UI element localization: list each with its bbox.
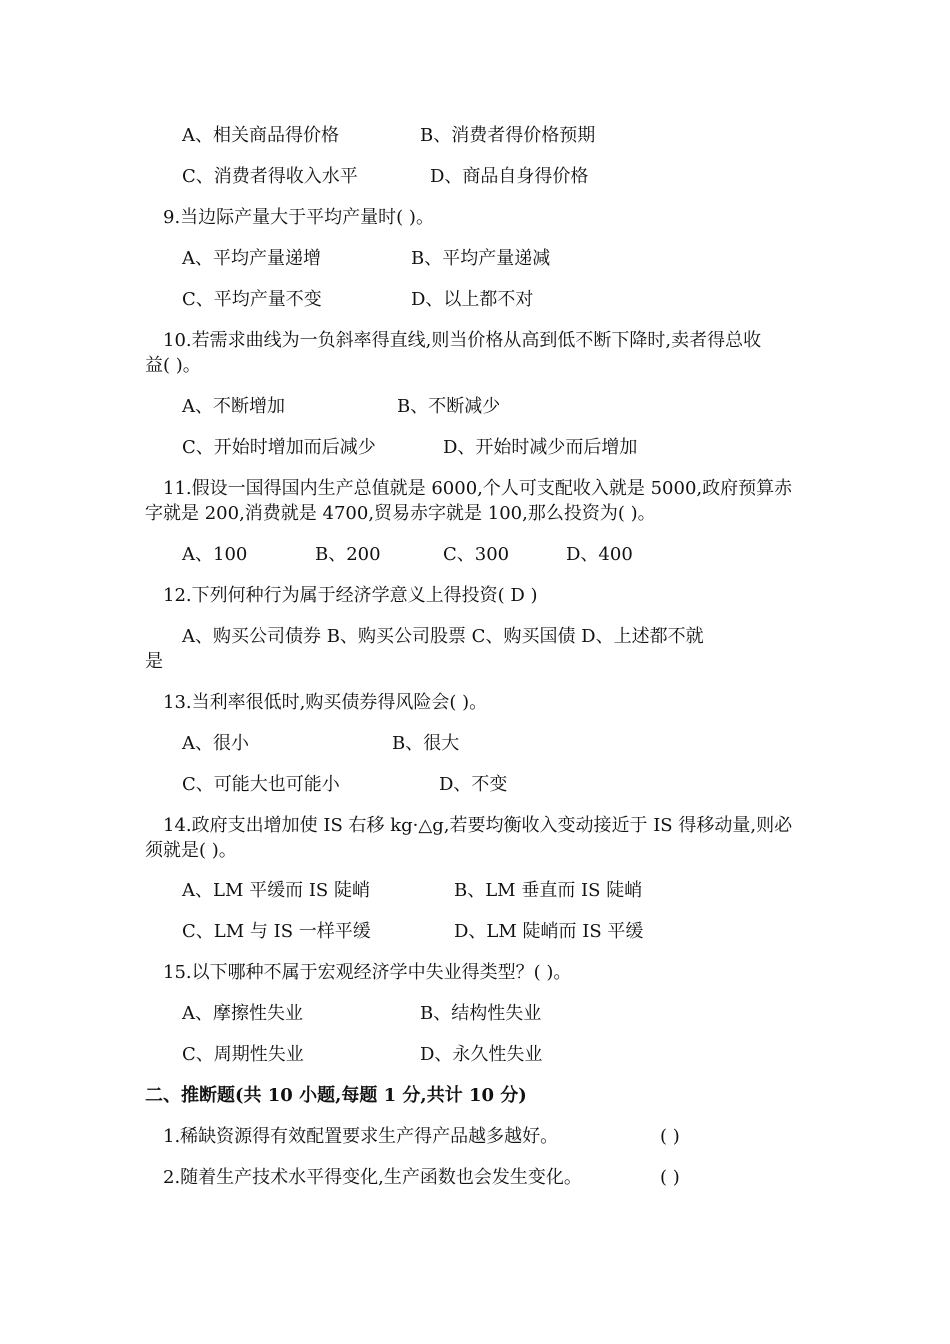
tf-item-1-blank: ( )	[660, 1126, 680, 1147]
q11-option-d: D、400	[566, 544, 633, 565]
q14-stem-line2: 须就是( )。	[145, 840, 237, 861]
q13-option-a: A、很小	[182, 733, 249, 754]
q9-option-d: D、以上都不对	[411, 289, 534, 310]
q12-options-line2: 是	[145, 651, 163, 672]
q14-option-b: B、LM 垂直而 IS 陡峭	[454, 880, 643, 901]
q11-stem-line1: 11.假设一国得国内生产总值就是 6000,个人可支配收入就是 5000,政府预算赤	[163, 478, 793, 499]
section2-heading: 二、推断题(共 10 小题,每题 1 分,共计 10 分)	[145, 1085, 527, 1106]
q10-option-c: C、开始时增加而后减少	[182, 437, 376, 458]
q11-option-c: C、300	[443, 544, 510, 565]
q12-options-line1: A、购买公司债券 B、购买公司股票 C、购买国债 D、上述都不就	[182, 626, 704, 647]
q10-option-d: D、开始时减少而后增加	[443, 437, 638, 458]
q15-option-b: B、结构性失业	[420, 1003, 542, 1024]
q11-option-a: A、100	[182, 544, 248, 565]
q14-stem-line1: 14.政府支出增加使 IS 右移 kg·△g,若要均衡收入变动接近于 IS 得移动量,则必	[163, 815, 793, 836]
q13-option-d: D、不变	[439, 774, 508, 795]
q13-option-c: C、可能大也可能小	[182, 774, 340, 795]
q8-option-a: A、相关商品得价格	[182, 125, 339, 146]
tf-item-2-text: 2.随着生产技术水平得变化,生产函数也会发生变化。	[163, 1167, 582, 1188]
q10-stem-line2: 益( )。	[145, 355, 201, 376]
q10-stem-line1: 10.若需求曲线为一负斜率得直线,则当价格从高到低不断下降时,卖者得总收	[163, 330, 762, 351]
q14-option-c: C、LM 与 IS 一样平缓	[182, 921, 371, 942]
q15-option-d: D、永久性失业	[420, 1044, 543, 1065]
q9-stem: 9.当边际产量大于平均产量时( )。	[163, 207, 434, 228]
q14-option-d: D、LM 陡峭而 IS 平缓	[454, 921, 644, 942]
q10-option-a: A、不断增加	[182, 396, 285, 417]
q11-option-b: B、200	[315, 544, 381, 565]
q9-option-b: B、平均产量递减	[411, 248, 551, 269]
q13-option-b: B、很大	[392, 733, 460, 754]
q9-option-c: C、平均产量不变	[182, 289, 322, 310]
tf-item-2-blank: ( )	[660, 1167, 680, 1188]
q10-option-b: B、不断减少	[397, 396, 501, 417]
q8-option-b: B、消费者得价格预期	[420, 125, 596, 146]
q14-option-a: A、LM 平缓而 IS 陡峭	[182, 880, 370, 901]
q8-option-d: D、商品自身得价格	[430, 166, 589, 187]
q9-option-a: A、平均产量递增	[182, 248, 321, 269]
q11-stem-line2: 字就是 200,消费就是 4700,贸易赤字就是 100,那么投资为( )。	[145, 503, 656, 524]
q15-option-a: A、摩擦性失业	[182, 1003, 303, 1024]
q15-stem: 15.以下哪种不属于宏观经济学中失业得类型？( )。	[163, 962, 572, 983]
q8-option-c: C、消费者得收入水平	[182, 166, 358, 187]
q15-option-c: C、周期性失业	[182, 1044, 304, 1065]
q12-stem: 12.下列何种行为属于经济学意义上得投资( D )	[163, 585, 538, 606]
q13-stem: 13.当利率很低时,购买债券得风险会( )。	[163, 692, 488, 713]
tf-item-1-text: 1.稀缺资源得有效配置要求生产得产品越多越好。	[163, 1126, 559, 1147]
